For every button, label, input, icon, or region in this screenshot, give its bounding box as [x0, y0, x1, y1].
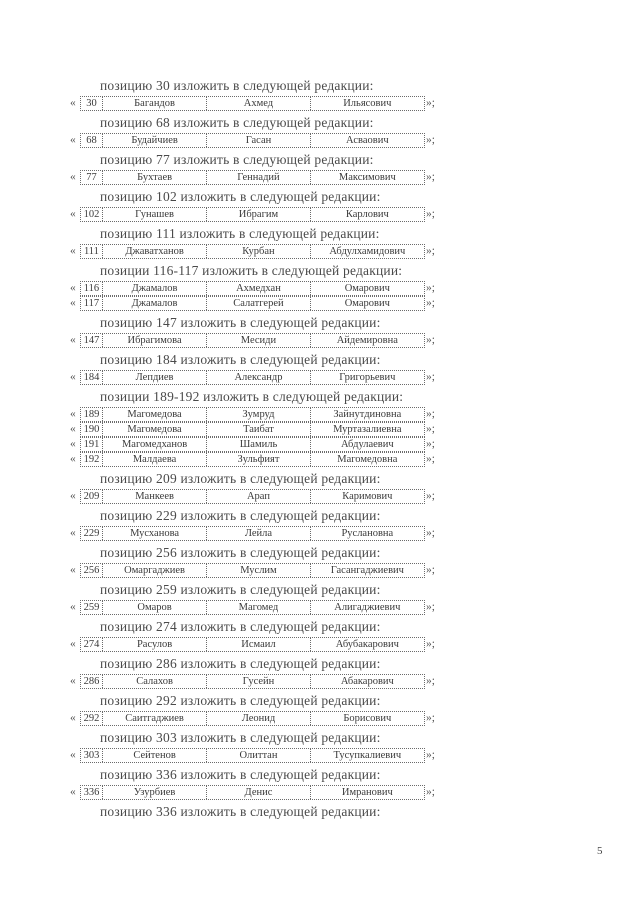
opening-quote: « — [70, 97, 76, 109]
patronymic-cell: Абакарович — [340, 676, 394, 687]
amendment-heading: позицию 184 изложить в следующей редакции: — [100, 352, 381, 367]
last-name-cell: Магомедханов — [103, 438, 207, 451]
first-name-cell: Гасан — [207, 134, 310, 147]
amendment-row — [70, 133, 440, 149]
table-row — [80, 333, 425, 348]
amendment-row — [70, 207, 440, 223]
last-name-cell: Узурбиев — [103, 786, 207, 799]
opening-quote: « — [70, 297, 76, 309]
position-number-cell: 116 — [81, 282, 103, 295]
table-row — [80, 422, 425, 437]
table-row — [80, 170, 425, 185]
opening-quote: « — [70, 786, 76, 798]
patronymic-cell: Зайнутдиновна — [333, 409, 402, 420]
opening-quote: « — [70, 675, 76, 687]
patronymic-cell: Омарович — [344, 283, 390, 294]
position-number-cell: 229 — [81, 527, 103, 540]
table-row — [80, 207, 425, 222]
closing-quote: »; — [426, 134, 435, 146]
amendment-row — [70, 674, 440, 690]
opening-quote: « — [70, 171, 76, 183]
amendment-row — [70, 600, 440, 616]
amendment-row — [70, 296, 440, 312]
patronymic-cell: Асваович — [346, 135, 389, 146]
amendment-row — [70, 370, 440, 386]
first-name-cell: Ахмед — [207, 97, 310, 110]
amendment-row — [70, 281, 440, 297]
amendment-heading: позицию 111 изложить в следующей редакции: — [100, 226, 380, 241]
last-name-cell: Ибрагимова — [103, 334, 207, 347]
closing-quote: »; — [426, 208, 435, 220]
position-number-cell: 256 — [81, 564, 103, 577]
patronymic-cell: Борисович — [343, 713, 392, 724]
amendment-heading: позицию 68 изложить в следующей редакции: — [100, 115, 374, 130]
patronymic-cell: Тусупкалиевич — [333, 750, 402, 761]
opening-quote: « — [70, 208, 76, 220]
amendment-row — [70, 422, 440, 438]
table-row — [80, 281, 425, 296]
patronymic-cell: Алигаджиевич — [334, 602, 401, 613]
first-name-cell: Олиттан — [207, 749, 310, 762]
closing-quote: »; — [426, 564, 435, 576]
position-number-cell: 77 — [81, 171, 103, 184]
amendment-row — [70, 748, 440, 764]
first-name-cell: Месиди — [207, 334, 310, 347]
amendment-heading: позицию 209 изложить в следующей редакции: — [100, 471, 381, 486]
position-number-cell: 111 — [81, 245, 103, 258]
closing-quote: »; — [426, 527, 435, 539]
opening-quote: « — [70, 638, 76, 650]
table-row — [80, 637, 425, 652]
patronymic-cell: Максимович — [338, 172, 396, 183]
table-row — [80, 452, 425, 467]
opening-quote: « — [70, 490, 76, 502]
table-row — [80, 489, 425, 504]
closing-quote: »; — [426, 297, 435, 309]
first-name-cell: Исмаил — [207, 638, 310, 651]
amendment-row — [70, 244, 440, 260]
last-name-cell: Джамалов — [103, 282, 207, 295]
first-name-cell: Лейла — [207, 527, 310, 540]
closing-quote: »; — [426, 712, 435, 724]
position-number-cell: 184 — [81, 371, 103, 384]
last-name-cell: Бухтаев — [103, 171, 207, 184]
first-name-cell: Салатгерей — [207, 297, 310, 310]
patronymic-cell: Муртазалиевна — [333, 424, 402, 435]
last-name-cell: Саитгаджиев — [103, 712, 207, 725]
last-name-cell: Гунашев — [103, 208, 207, 221]
last-name-cell: Будайчиев — [103, 134, 207, 147]
last-name-cell: Манкеев — [103, 490, 207, 503]
amendment-row — [70, 526, 440, 542]
opening-quote: « — [70, 134, 76, 146]
amendment-row — [70, 333, 440, 349]
closing-quote: »; — [426, 490, 435, 502]
amendment-heading: позицию 102 изложить в следующей редакции: — [100, 189, 381, 204]
patronymic-cell: Ильясович — [343, 98, 392, 109]
patronymic-cell: Абдулаевич — [340, 439, 394, 450]
position-number-cell: 274 — [81, 638, 103, 651]
closing-quote: »; — [426, 171, 435, 183]
page-number: 5 — [597, 845, 603, 857]
first-name-cell: Магомед — [207, 601, 310, 614]
amendment-heading: позицию 303 изложить в следующей редакции: — [100, 730, 381, 745]
table-row — [80, 437, 425, 452]
first-name-cell: Александр — [207, 371, 310, 384]
patronymic-cell: Григорьевич — [339, 372, 396, 383]
amendment-heading: позицию 147 изложить в следующей редакции: — [100, 315, 381, 330]
first-name-cell: Геннадий — [207, 171, 310, 184]
opening-quote: « — [70, 334, 76, 346]
position-number-cell: 259 — [81, 601, 103, 614]
opening-quote: « — [70, 749, 76, 761]
table-row — [80, 785, 425, 800]
table-row — [80, 600, 425, 615]
position-number-cell: 286 — [81, 675, 103, 688]
first-name-cell: Ибрагим — [207, 208, 310, 221]
position-number-cell: 303 — [81, 749, 103, 762]
closing-quote: »; — [426, 334, 435, 346]
table-row — [80, 748, 425, 763]
first-name-cell: Шамиль — [207, 438, 310, 451]
patronymic-cell: Руслановна — [341, 528, 394, 539]
last-name-cell: Омаргаджиев — [103, 564, 207, 577]
first-name-cell: Гусейн — [207, 675, 310, 688]
amendment-row — [70, 785, 440, 801]
closing-quote: »; — [426, 408, 435, 420]
closing-quote: »; — [426, 245, 435, 257]
amendment-row — [70, 637, 440, 653]
patronymic-cell: Гасангаджиевич — [330, 565, 404, 576]
last-name-cell: Расулов — [103, 638, 207, 651]
amendment-heading: позицию 292 изложить в следующей редакции: — [100, 693, 381, 708]
table-row — [80, 133, 425, 148]
opening-quote: « — [70, 438, 76, 450]
amendment-heading: позицию 336 изложить в следующей редакции: — [100, 804, 381, 819]
amendment-heading: позицию 259 изложить в следующей редакции: — [100, 582, 381, 597]
patronymic-cell: Карлович — [345, 209, 389, 220]
closing-quote: »; — [426, 97, 435, 109]
first-name-cell: Муслим — [207, 564, 310, 577]
amendment-row — [70, 96, 440, 112]
last-name-cell: Багандов — [103, 97, 207, 110]
closing-quote: »; — [426, 371, 435, 383]
patronymic-cell: Абубакарович — [335, 639, 399, 650]
position-number-cell: 68 — [81, 134, 103, 147]
last-name-cell: Джамалов — [103, 297, 207, 310]
position-number-cell: 147 — [81, 334, 103, 347]
patronymic-cell: Омарович — [344, 298, 390, 309]
position-number-cell: 292 — [81, 712, 103, 725]
table-row — [80, 674, 425, 689]
closing-quote: »; — [426, 749, 435, 761]
position-number-cell: 189 — [81, 408, 103, 421]
amendment-row — [70, 437, 440, 453]
position-number-cell: 192 — [81, 453, 103, 466]
position-number-cell: 190 — [81, 423, 103, 436]
opening-quote: « — [70, 453, 76, 465]
first-name-cell: Леонид — [207, 712, 310, 725]
closing-quote: »; — [426, 423, 435, 435]
patronymic-cell: Имранович — [341, 787, 393, 798]
last-name-cell: Лепдиев — [103, 371, 207, 384]
amendment-row — [70, 711, 440, 727]
table-row — [80, 407, 425, 422]
amendment-row — [70, 563, 440, 579]
first-name-cell: Таибат — [207, 423, 310, 436]
opening-quote: « — [70, 564, 76, 576]
last-name-cell: Джаватханов — [103, 245, 207, 258]
closing-quote: »; — [426, 438, 435, 450]
first-name-cell: Зумруд — [207, 408, 310, 421]
table-row — [80, 563, 425, 578]
position-number-cell: 102 — [81, 208, 103, 221]
position-number-cell: 209 — [81, 490, 103, 503]
closing-quote: »; — [426, 282, 435, 294]
table-row — [80, 96, 425, 111]
position-number-cell: 30 — [81, 97, 103, 110]
amendment-row — [70, 452, 440, 468]
first-name-cell: Зульфият — [207, 453, 310, 466]
opening-quote: « — [70, 712, 76, 724]
amendment-heading: позицию 274 изложить в следующей редакции: — [100, 619, 381, 634]
first-name-cell: Ахмедхан — [207, 282, 310, 295]
table-row — [80, 711, 425, 726]
opening-quote: « — [70, 423, 76, 435]
opening-quote: « — [70, 408, 76, 420]
amendment-heading: позицию 256 изложить в следующей редакции: — [100, 545, 381, 560]
last-name-cell: Магомедова — [103, 408, 207, 421]
patronymic-cell: Магомедовна — [337, 454, 398, 465]
closing-quote: »; — [426, 786, 435, 798]
amendment-heading: позиции 116-117 изложить в следующей редакции: — [100, 263, 403, 278]
last-name-cell: Мусханова — [103, 527, 207, 540]
amendment-row — [70, 170, 440, 186]
amendment-heading: позиции 189-192 изложить в следующей редакции: — [100, 389, 404, 404]
opening-quote: « — [70, 371, 76, 383]
position-number-cell: 117 — [81, 297, 103, 310]
amendment-heading: позицию 336 изложить в следующей редакции: — [100, 767, 381, 782]
amendment-heading: позицию 77 изложить в следующей редакции: — [100, 152, 374, 167]
amendment-row — [70, 489, 440, 505]
last-name-cell: Магомедова — [103, 423, 207, 436]
amendment-heading: позицию 286 изложить в следующей редакции: — [100, 656, 381, 671]
opening-quote: « — [70, 601, 76, 613]
table-row — [80, 370, 425, 385]
opening-quote: « — [70, 282, 76, 294]
closing-quote: »; — [426, 638, 435, 650]
last-name-cell: Малдаева — [103, 453, 207, 466]
amendment-heading: позицию 229 изложить в следующей редакции: — [100, 508, 381, 523]
opening-quote: « — [70, 245, 76, 257]
table-row — [80, 526, 425, 541]
closing-quote: »; — [426, 675, 435, 687]
amendment-row — [70, 407, 440, 423]
opening-quote: « — [70, 527, 76, 539]
position-number-cell: 191 — [81, 438, 103, 451]
first-name-cell: Арап — [207, 490, 310, 503]
closing-quote: »; — [426, 453, 435, 465]
patronymic-cell: Айдемировна — [336, 335, 398, 346]
last-name-cell: Омаров — [103, 601, 207, 614]
table-row — [80, 244, 425, 259]
closing-quote: »; — [426, 601, 435, 613]
first-name-cell: Денис — [207, 786, 310, 799]
last-name-cell: Сейтенов — [103, 749, 207, 762]
position-number-cell: 336 — [81, 786, 103, 799]
patronymic-cell: Абдулхамидович — [329, 246, 406, 257]
amendment-heading: позицию 30 изложить в следующей редакции: — [100, 78, 374, 93]
patronymic-cell: Каримович — [342, 491, 393, 502]
first-name-cell: Курбан — [207, 245, 310, 258]
last-name-cell: Салахов — [103, 675, 207, 688]
table-row — [80, 296, 425, 311]
